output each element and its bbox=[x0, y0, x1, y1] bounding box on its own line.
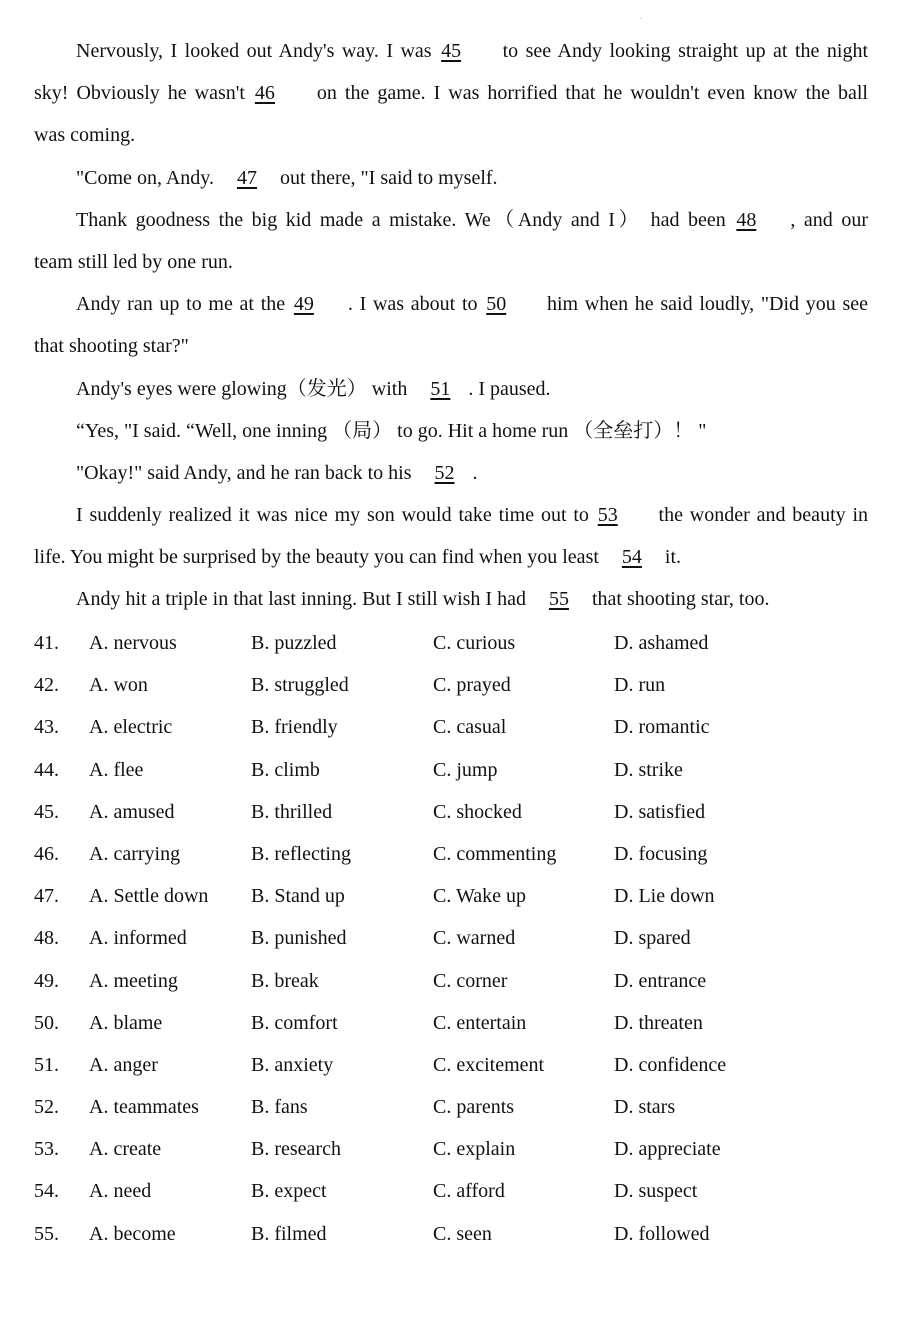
question-number: 46. bbox=[34, 842, 59, 865]
passage-line: life. You might be surprised by the beauty you can find when you least 54 it. bbox=[34, 536, 868, 578]
option-c: C. excitement bbox=[433, 1053, 545, 1076]
option-a: A. carrying bbox=[89, 842, 181, 865]
option-row bbox=[34, 960, 868, 1002]
passage-line: team still led by one run. bbox=[34, 250, 233, 273]
option-row bbox=[34, 706, 868, 748]
question-number: 45. bbox=[34, 800, 59, 823]
option-row bbox=[34, 791, 868, 833]
option-row bbox=[34, 1086, 868, 1128]
option-b: B. fans bbox=[251, 1096, 308, 1119]
option-c: C. shocked bbox=[433, 800, 522, 823]
question-number: 41. bbox=[34, 632, 59, 654]
option-b: B. research bbox=[251, 1138, 341, 1161]
option-d: D. ashamed bbox=[614, 632, 709, 654]
question-number: 55. bbox=[34, 1222, 59, 1245]
option-d: D. focusing bbox=[614, 842, 708, 865]
option-a: A. nervous bbox=[89, 632, 177, 654]
question-number: 48. bbox=[34, 927, 59, 950]
option-d: D. suspect bbox=[614, 1180, 698, 1203]
passage-line: that shooting star?" bbox=[34, 335, 189, 358]
blank-51: 51 bbox=[430, 377, 451, 400]
option-a: A. need bbox=[89, 1180, 152, 1203]
option-b: B. friendly bbox=[251, 716, 338, 739]
option-a: A. become bbox=[89, 1222, 176, 1245]
option-b: B. climb bbox=[251, 758, 320, 781]
option-c: C. afford bbox=[433, 1180, 505, 1203]
option-c: C. jump bbox=[433, 758, 498, 781]
option-a: A. create bbox=[89, 1138, 162, 1161]
option-d: D. threaten bbox=[614, 1011, 703, 1034]
blank-45: 45 bbox=[441, 40, 462, 62]
option-c: C. parents bbox=[433, 1096, 515, 1119]
question-number: 43. bbox=[34, 716, 59, 739]
option-c: C. commenting bbox=[433, 842, 557, 865]
option-b: B. comfort bbox=[251, 1011, 338, 1034]
passage-line: "Okay!" said Andy, and he ran back to his 52 . bbox=[34, 452, 868, 494]
option-row bbox=[34, 1044, 868, 1086]
option-d: D. spared bbox=[614, 927, 691, 950]
option-a: A. won bbox=[89, 674, 148, 697]
question-number: 53. bbox=[34, 1138, 59, 1161]
option-row bbox=[34, 1128, 868, 1170]
option-d: D. satisfied bbox=[614, 800, 706, 823]
option-b: B. Stand up bbox=[251, 885, 345, 908]
blank-46: 46 bbox=[254, 82, 275, 105]
option-a: A. informed bbox=[89, 927, 187, 950]
question-number: 52. bbox=[34, 1096, 59, 1119]
passage-line: Andy hit a triple in that last inning. But I still wish I had 55 that shooting star, too. bbox=[34, 578, 868, 620]
question-number: 51. bbox=[34, 1053, 59, 1076]
option-d: D. followed bbox=[614, 1222, 710, 1245]
answer-options bbox=[34, 622, 868, 1255]
option-row bbox=[34, 749, 868, 791]
option-d: D. run bbox=[614, 674, 666, 697]
option-c: C. entertain bbox=[433, 1011, 527, 1034]
option-b: B. puzzled bbox=[251, 632, 337, 654]
option-b: B. struggled bbox=[251, 674, 349, 697]
option-c: C. prayed bbox=[433, 674, 511, 697]
option-d: D. Lie down bbox=[614, 885, 715, 908]
passage-line: sky! Obviously he wasn't 46 on the game. I was horrified that he wouldn't even know the ball bbox=[34, 72, 868, 114]
option-b: B. filmed bbox=[251, 1222, 327, 1245]
option-a: A. electric bbox=[89, 716, 173, 739]
blank-48: 48 bbox=[736, 208, 757, 231]
passage-line: Nervously, I looked out Andy's way. I was 45 to see Andy looking straight up at the night bbox=[34, 30, 868, 72]
passage-line: "Come on, Andy. 47 out there, "I said to myself. bbox=[34, 157, 868, 199]
option-b: B. anxiety bbox=[251, 1053, 334, 1076]
blank-49: 49 bbox=[293, 293, 314, 316]
question-number: 42. bbox=[34, 674, 59, 697]
option-d: D. strike bbox=[614, 758, 683, 781]
blank-47: 47 bbox=[236, 166, 257, 189]
blank-54: 54 bbox=[621, 546, 642, 569]
passage-line: I suddenly realized it was nice my son would take time out to 53 the wonder and beauty in bbox=[34, 494, 868, 536]
option-row bbox=[34, 622, 868, 664]
option-c: C. corner bbox=[433, 969, 508, 992]
passage-line: Andy ran up to me at the 49 . I was about to 50 him when he said loudly, "Did you see bbox=[34, 283, 868, 325]
option-c: C. explain bbox=[433, 1138, 516, 1161]
blank-50: 50 bbox=[486, 293, 507, 316]
passage-line: “Yes, "I said. “Well, one inning （局） to go. Hit a home run （全垒打）！ " bbox=[76, 419, 707, 442]
passage-line: Andy's eyes were glowing（发光） with 51 . I paused. bbox=[34, 368, 868, 410]
option-a: A. teammates bbox=[89, 1096, 199, 1119]
option-row bbox=[34, 1213, 868, 1255]
option-b: B. break bbox=[251, 969, 319, 992]
passage-line: Thank goodness the big kid made a mistake. We（Andy and I） had been 48 , and our bbox=[34, 199, 868, 241]
option-d: D. appreciate bbox=[614, 1138, 721, 1161]
question-number: 44. bbox=[34, 758, 59, 781]
option-row bbox=[34, 917, 868, 959]
option-a: A. meeting bbox=[89, 969, 178, 992]
blank-55: 55 bbox=[548, 588, 569, 611]
option-c: C. warned bbox=[433, 927, 516, 950]
option-row bbox=[34, 664, 868, 706]
stray-dot: . bbox=[640, 12, 642, 21]
blank-53: 53 bbox=[597, 504, 618, 527]
option-row bbox=[34, 833, 868, 875]
passage-line: was coming. bbox=[34, 124, 136, 147]
option-b: B. thrilled bbox=[251, 800, 333, 823]
option-row bbox=[34, 1002, 868, 1044]
option-d: D. entrance bbox=[614, 969, 707, 992]
option-b: B. reflecting bbox=[251, 842, 351, 865]
option-a: A. amused bbox=[89, 800, 175, 823]
question-number: 47. bbox=[34, 885, 59, 908]
cloze-passage bbox=[34, 30, 868, 621]
option-a: A. flee bbox=[89, 758, 144, 781]
question-number: 50. bbox=[34, 1011, 59, 1034]
option-c: C. casual bbox=[433, 716, 507, 739]
option-d: D. romantic bbox=[614, 716, 710, 739]
option-c: C. Wake up bbox=[433, 885, 527, 908]
question-number: 54. bbox=[34, 1180, 59, 1203]
option-row bbox=[34, 875, 868, 917]
option-d: D. stars bbox=[614, 1096, 676, 1119]
option-b: B. expect bbox=[251, 1180, 327, 1203]
question-number: 49. bbox=[34, 969, 59, 992]
option-row bbox=[34, 1170, 868, 1212]
option-a: A. blame bbox=[89, 1011, 163, 1034]
option-a: A. anger bbox=[89, 1053, 158, 1076]
blank-52: 52 bbox=[434, 461, 455, 484]
option-b: B. punished bbox=[251, 927, 347, 950]
option-c: C. curious bbox=[433, 632, 516, 654]
option-a: A. Settle down bbox=[89, 885, 209, 908]
option-d: D. confidence bbox=[614, 1053, 727, 1076]
option-c: C. seen bbox=[433, 1222, 492, 1245]
